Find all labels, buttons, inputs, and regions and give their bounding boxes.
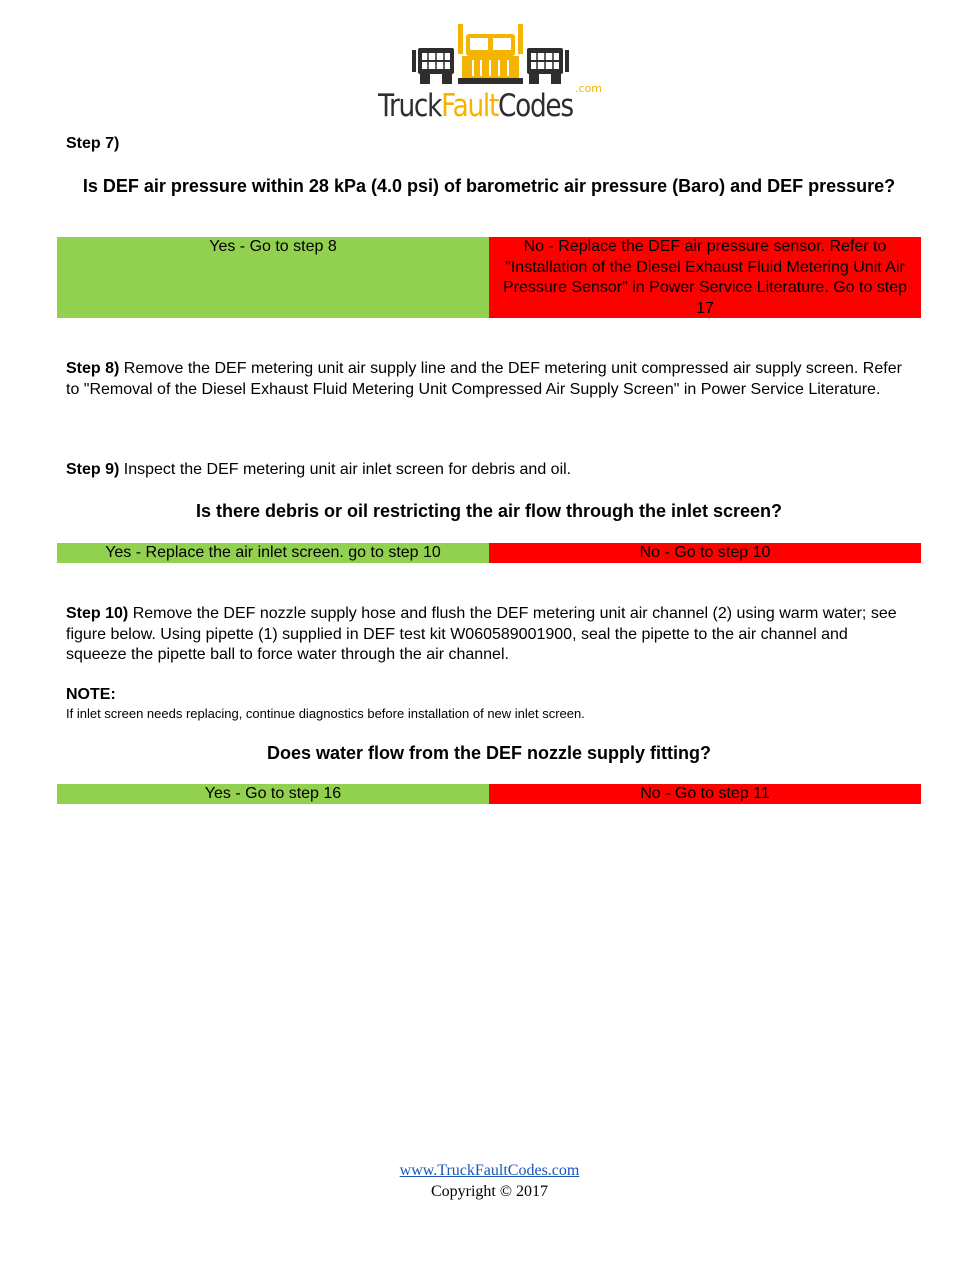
footer-copyright: Copyright © 2017	[430, 1183, 549, 1200]
yes-answer: Yes - Replace the air inlet screen. go to step 10	[57, 543, 489, 563]
answer-row-step-9	[57, 543, 921, 563]
step-10	[66, 604, 912, 666]
question-step-9: Is there debris or oil restricting the air flow through the inlet screen?	[195, 501, 783, 521]
step-9-label: Step 9)	[66, 461, 120, 478]
question-step-7: Is DEF air pressure within 28 kPa (4.0 psi) of barometric air pressure (Baro) and DEF pressure?	[82, 176, 896, 196]
step-10-label: Step 10)	[66, 605, 129, 622]
yes-answer: Yes - Go to step 16	[57, 784, 489, 804]
logo-com: .com	[575, 82, 602, 95]
truckfaultcodes-logo	[378, 20, 603, 128]
step-8-text: Remove the DEF metering unit air supply line and the DEF metering unit compressed air supply screen. Refer to "Removal of the Diesel Exhaust Fluid Metering Unit Compressed Air Supply Screen" in Power Service Literature.	[66, 360, 902, 398]
step-8-label: Step 8)	[66, 360, 120, 377]
no-answer: No - Go to step 11	[489, 784, 921, 804]
step-7-label: Step 7)	[66, 135, 120, 152]
footer-website-link[interactable]: www.TruckFaultCodes.com	[399, 1162, 580, 1179]
answer-row-step-10	[57, 784, 921, 804]
logo-wordmark: TruckFaultCodes	[378, 88, 573, 124]
step-8	[66, 359, 912, 400]
step-7	[66, 134, 119, 155]
yes-answer: Yes - Go to step 8	[57, 237, 489, 318]
note-label: NOTE:	[66, 686, 116, 703]
no-answer: No - Go to step 10	[489, 543, 921, 563]
question-step-10: Does water flow from the DEF nozzle supply fitting?	[266, 743, 711, 763]
step-9	[66, 460, 912, 481]
step-10-text: Remove the DEF nozzle supply hose and flush the DEF metering unit air channel (2) using warm water; see figure below. Using pipette (1) supplied in DEF test kit W060589001900, seal the pipette to the air channel and squeeze the pipette ball to force water through the air channel.	[66, 605, 897, 663]
step-9-text: Inspect the DEF metering unit air inlet screen for debris and oil.	[119, 461, 572, 478]
truck-icon	[378, 20, 603, 90]
answer-row-step-7	[57, 237, 921, 318]
note-text: If inlet screen needs replacing, continue diagnostics before installation of new inlet screen.	[66, 706, 585, 721]
no-answer: No - Replace the DEF air pressure sensor. Refer to "Installation of the Diesel Exhaust Fluid Metering Unit Air Pressure Sensor" in Power Service Literature. Go to step 17	[489, 237, 921, 318]
